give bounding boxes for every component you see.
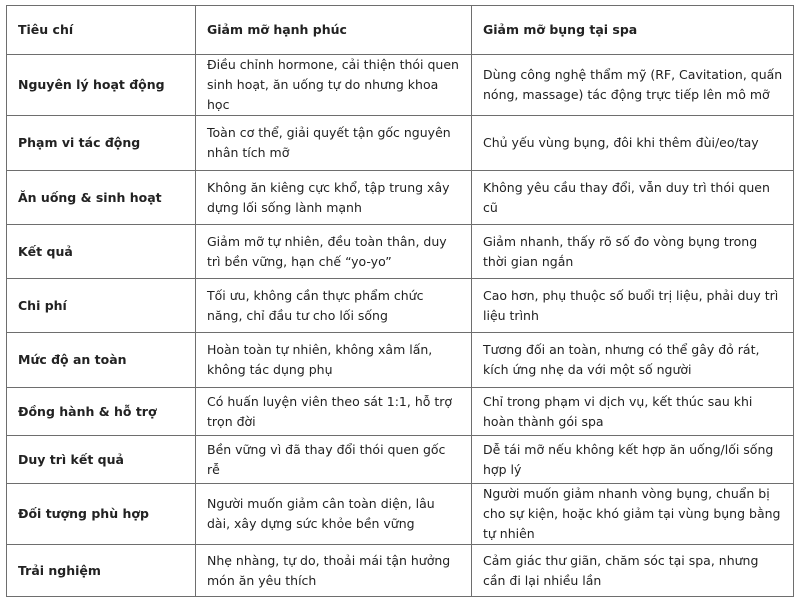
spa-cell: Tương đối an toàn, nhưng có thể gây đỏ rát, kích ứng nhẹ da với một số người (472, 333, 794, 388)
comparison-table (6, 5, 794, 597)
criterion-cell: Duy trì kết quả (7, 436, 196, 484)
happy-cell: Giảm mỡ tự nhiên, đều toàn thân, duy trì bền vững, hạn chế “yo-yo” (196, 225, 472, 279)
table-row (7, 436, 794, 484)
spa-cell: Cao hơn, phụ thuộc số buổi trị liệu, phải duy trì liệu trình (472, 279, 794, 333)
table-row (7, 55, 794, 116)
spa-cell: Chỉ trong phạm vi dịch vụ, kết thúc sau khi hoàn thành gói spa (472, 388, 794, 436)
happy-cell: Hoàn toàn tự nhiên, không xâm lấn, không tác dụng phụ (196, 333, 472, 388)
happy-cell: Người muốn giảm cân toàn diện, lâu dài, xây dựng sức khỏe bền vững (196, 484, 472, 545)
criterion-cell: Đồng hành & hỗ trợ (7, 388, 196, 436)
table-row (7, 116, 794, 171)
criterion-cell: Nguyên lý hoạt động (7, 55, 196, 116)
table-row (7, 388, 794, 436)
table-row (7, 225, 794, 279)
spa-cell: Dùng công nghệ thẩm mỹ (RF, Cavitation, quấn nóng, massage) tác động trực tiếp lên mô mỡ (472, 55, 794, 116)
happy-cell: Tối ưu, không cần thực phẩm chức năng, chỉ đầu tư cho lối sống (196, 279, 472, 333)
table-row (7, 484, 794, 545)
happy-cell: Bền vững vì đã thay đổi thói quen gốc rễ (196, 436, 472, 484)
criterion-cell: Chi phí (7, 279, 196, 333)
header-spa-belly-fat-loss: Giảm mỡ bụng tại spa (472, 6, 794, 55)
header-happy-fat-loss: Giảm mỡ hạnh phúc (196, 6, 472, 55)
spa-cell: Dễ tái mỡ nếu không kết hợp ăn uống/lối sống hợp lý (472, 436, 794, 484)
criterion-cell: Trải nghiệm (7, 545, 196, 597)
criterion-cell: Đối tượng phù hợp (7, 484, 196, 545)
spa-cell: Chủ yếu vùng bụng, đôi khi thêm đùi/eo/tay (472, 116, 794, 171)
table-row (7, 545, 794, 597)
table-row (7, 333, 794, 388)
spa-cell: Người muốn giảm nhanh vòng bụng, chuẩn bị cho sự kiện, hoặc khó giảm tại vùng bụng bằng tự nhiên (472, 484, 794, 545)
table-row (7, 171, 794, 225)
spa-cell: Cảm giác thư giãn, chăm sóc tại spa, nhưng cần đi lại nhiều lần (472, 545, 794, 597)
header-criterion: Tiêu chí (7, 6, 196, 55)
happy-cell: Điều chỉnh hormone, cải thiện thói quen sinh hoạt, ăn uống tự do nhưng khoa học (196, 55, 472, 116)
happy-cell: Nhẹ nhàng, tự do, thoải mái tận hưởng món ăn yêu thích (196, 545, 472, 597)
happy-cell: Không ăn kiêng cực khổ, tập trung xây dựng lối sống lành mạnh (196, 171, 472, 225)
criterion-cell: Phạm vi tác động (7, 116, 196, 171)
criterion-cell: Ăn uống & sinh hoạt (7, 171, 196, 225)
table-row (7, 279, 794, 333)
happy-cell: Toàn cơ thể, giải quyết tận gốc nguyên nhân tích mỡ (196, 116, 472, 171)
spa-cell: Không yêu cầu thay đổi, vẫn duy trì thói quen cũ (472, 171, 794, 225)
spa-cell: Giảm nhanh, thấy rõ số đo vòng bụng trong thời gian ngắn (472, 225, 794, 279)
criterion-cell: Mức độ an toàn (7, 333, 196, 388)
table-header-row (7, 6, 794, 55)
happy-cell: Có huấn luyện viên theo sát 1:1, hỗ trợ trọn đời (196, 388, 472, 436)
criterion-cell: Kết quả (7, 225, 196, 279)
